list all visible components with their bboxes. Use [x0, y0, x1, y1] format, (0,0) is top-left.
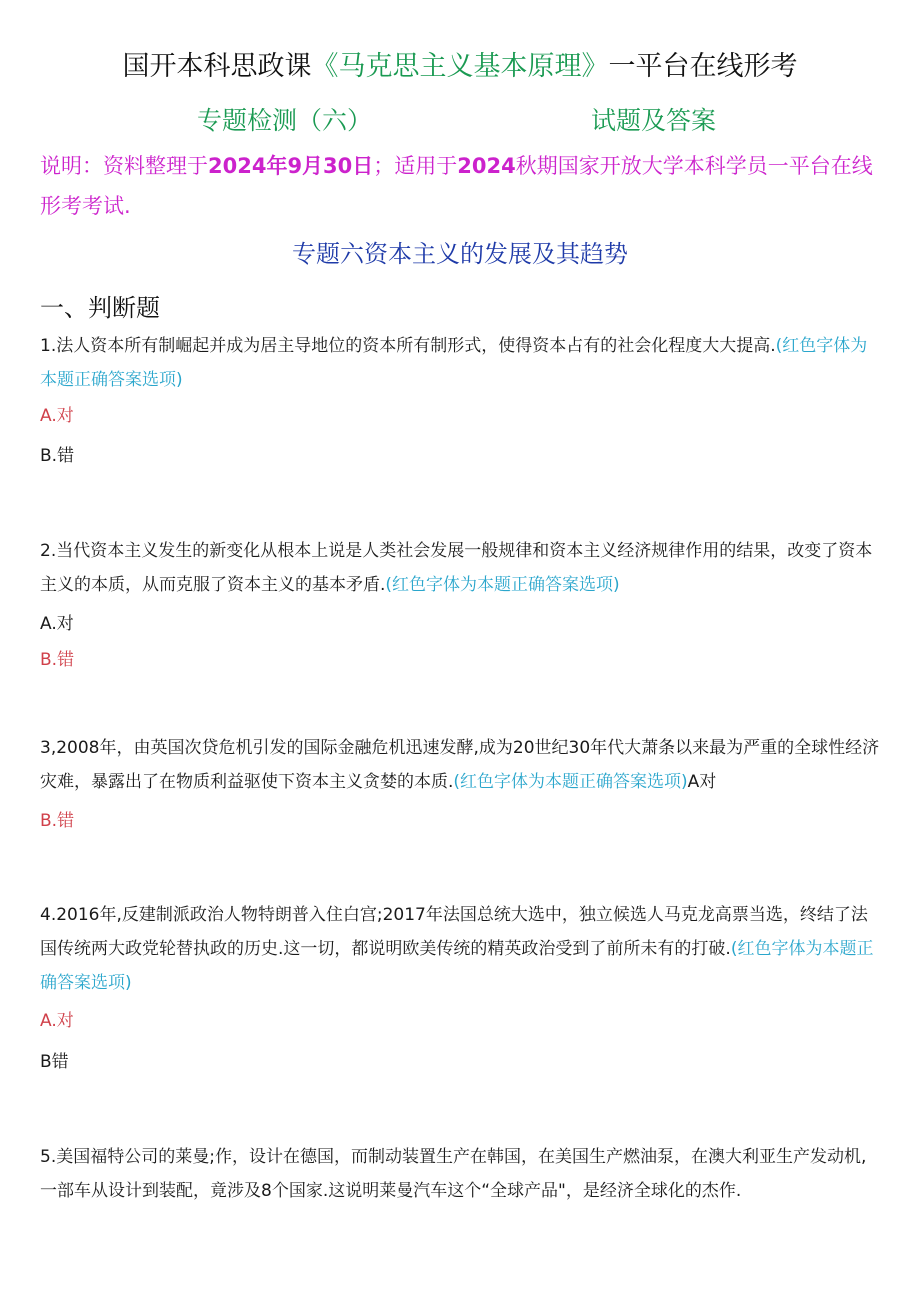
topic-heading: 专题六资本主义的发展及其趋势 [292, 240, 628, 268]
note-part-3: 秋期国家开放大学本科学员一平台在线形考考试. [40, 154, 873, 218]
option-a-correct: A.对 [40, 1011, 74, 1031]
answer-hint: (红色字体为本题正确答案选项) [40, 336, 868, 390]
question-text: 5.美国福特公司的莱曼;作，设计在德国，而制动装置生产在韩国，在美国生产燃油泵，在澳大利亚生产发动机,一部车从设计到装配，竟涉及8个国家.这说明莱曼汽车这个“全球产品"，是经济全球化的杰作. [40, 1147, 867, 1201]
answer-hint: (红色字体为本题正确答案选项) [40, 939, 874, 993]
option-b-correct: B.错 [40, 811, 75, 831]
option-a: A.对 [40, 614, 74, 634]
question-text: 1.法人资本所有制崛起并成为居主导地位的资本所有制形式，使得资本占有的社会化程度大大提高. [40, 336, 776, 356]
section-heading: 一、判断题 [40, 294, 160, 322]
note-year: 2024 [457, 154, 516, 178]
note-part-1: 说明：资料整理于 [40, 154, 208, 178]
title-prefix: 国开本科思政课 [122, 51, 312, 82]
option-b-correct: B.错 [40, 650, 75, 670]
question-text: 3,2008年，由英国次贷危机引发的国际金融危机迅速发酵,成为20世纪30年代大萧条以来最为严重的全球性经济灾难，暴露出了在物质利益驱使下资本主义贪婪的本质. [40, 738, 880, 792]
question-text: 2.当代资本主义发生的新变化从根本上说是人类社会发展一般规律和资本主义经济规律作用的结果，改变了资本主义的本质，从而克服了资本主义的基本矛盾. [40, 541, 873, 595]
question-4 [40, 898, 880, 1000]
answer-hint: (红色字体为本题正确答案选项) [385, 575, 620, 595]
subtitle-left: 专题检测（六） [197, 106, 373, 135]
question-5 [40, 1140, 880, 1208]
option-b: B错 [40, 1052, 69, 1072]
note-date: 2024年9月30日 [208, 154, 374, 178]
question-1 [40, 329, 880, 397]
subtitle-right: 试题及答案 [591, 106, 717, 135]
title-book: 《马克思主义基本原理》 [311, 51, 609, 82]
question-3 [40, 731, 880, 799]
answer-hint: (红色字体为本题正确答案选项) [453, 772, 688, 792]
note-part-2: ；适用于 [373, 154, 458, 178]
option-a-inline: A对 [687, 772, 717, 792]
description-note [40, 146, 890, 226]
document-title [0, 44, 920, 83]
option-a-correct: A.对 [40, 406, 74, 426]
option-b: B.错 [40, 446, 75, 466]
question-2 [40, 534, 880, 602]
title-suffix: 一平台在线形考 [608, 51, 798, 82]
question-text: 4.2016年,反建制派政治人物特朗普入住白宫;2017年法国总统大选中，独立候选人马克龙高票当选，终结了法国传统两大政党轮替执政的历史.这一切，都说明欧美传统的精英政治受到了前所未有的打破. [40, 905, 868, 959]
